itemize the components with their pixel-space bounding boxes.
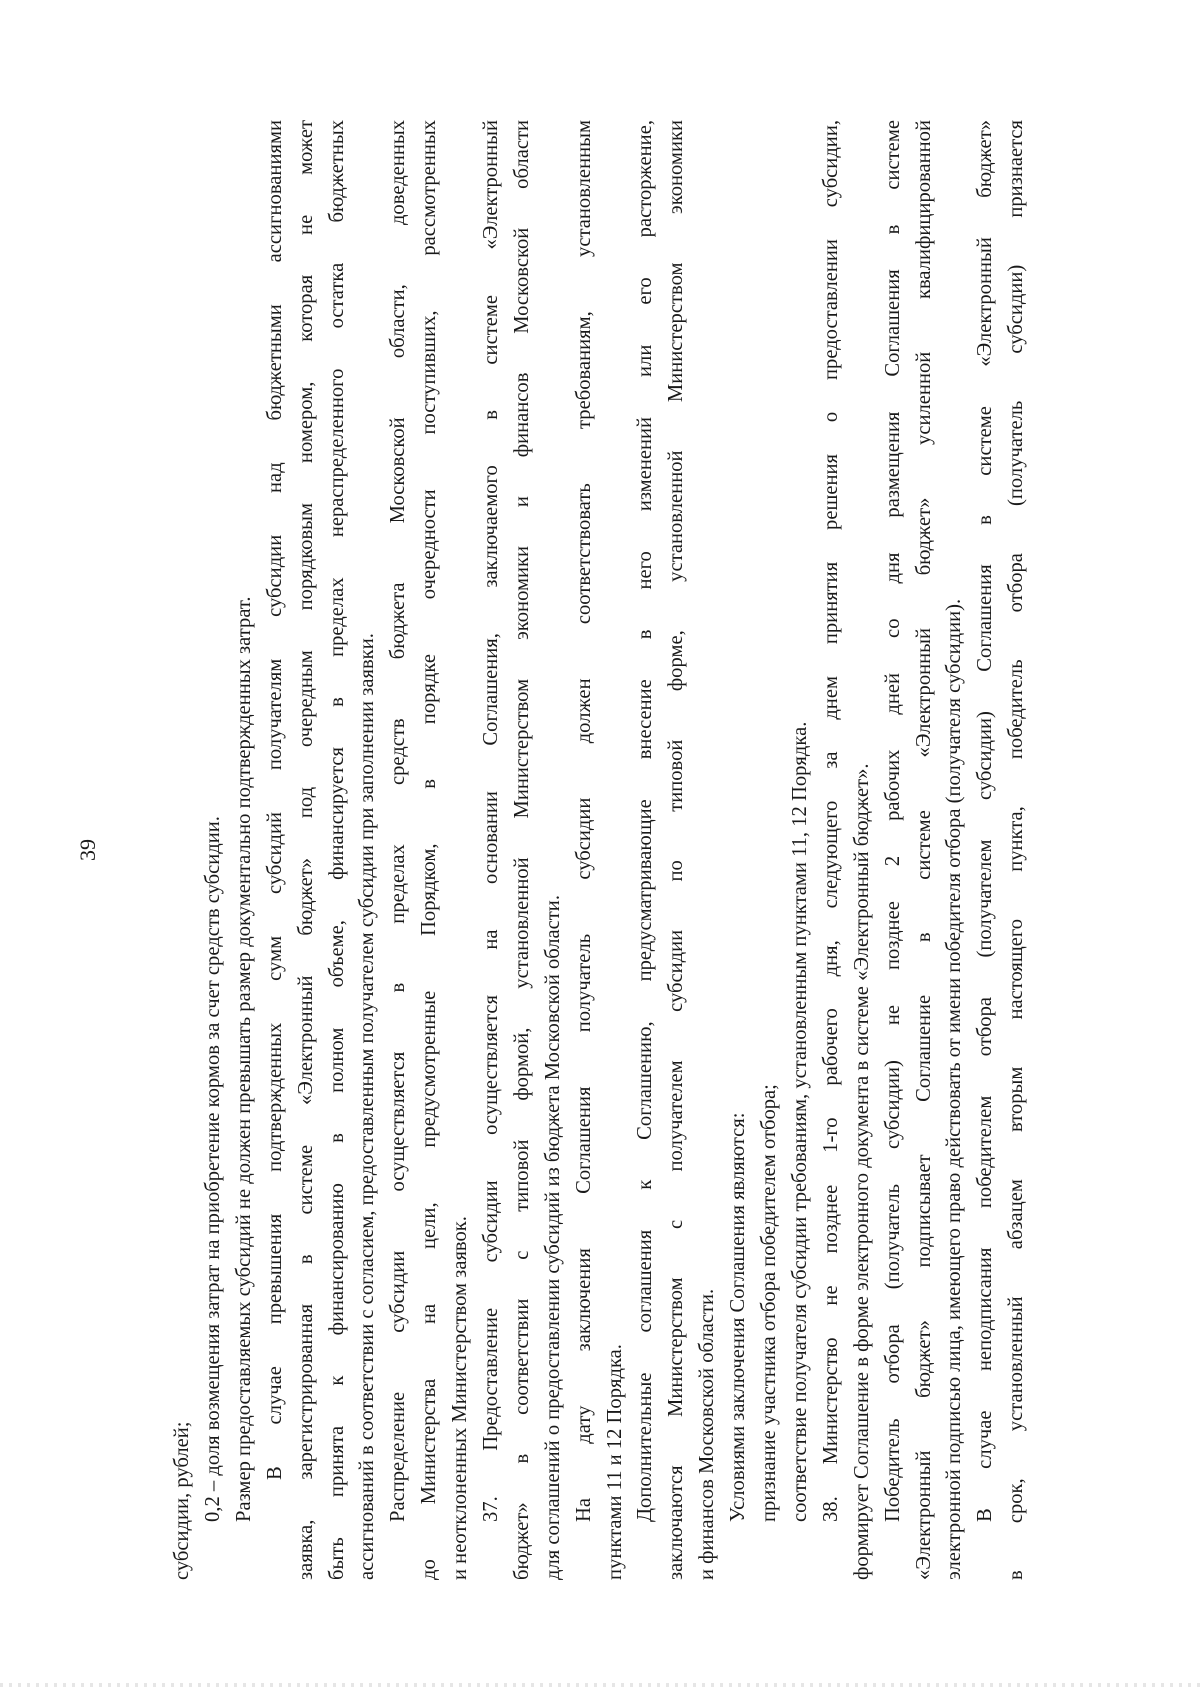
rotated-text-block [75, 120, 1125, 1580]
text-line: в срок, установленный абзацем вторым настоящего пункта, победитель отбора (получатель субсидии) признается [1005, 120, 1028, 1580]
scan-edge-noise [0, 1683, 1200, 1687]
text-line: бюджет» в соответствии с типовой формой, установленной Министерством экономики и финансов Московской области [510, 120, 533, 1580]
text-line: 38. Министерство не позднее 1-го рабочего дня, следующего за днем принятия решения о предоставлении субсидии, [819, 120, 842, 1522]
text-line: и неотклоненных Министерством заявок. [449, 1216, 472, 1580]
text-line: для соглашений о предоставлении субсидий из бюджета Московской области. [541, 895, 564, 1580]
text-line: быть принята к финансированию в полном объеме, финансируется в пределах нераспределенного остатка бюджетных [325, 120, 348, 1580]
page-number: 39 [75, 839, 100, 861]
text-line: заявка, зарегистрированная в системе «Электронный бюджет» под очередным порядковым номером, которая не может [294, 120, 317, 1580]
text-line: пунктами 11 и 12 Порядка. [603, 1344, 626, 1580]
text-line: и финансов Московской области. [696, 1288, 719, 1580]
text-line: 37. Предоставление субсидии осуществляется на основании Соглашения, заключаемого в системе «Электронный [479, 120, 502, 1522]
text-line: соответствие получателя субсидии требованиям, установленным пунктами 11, 12 Порядка. [788, 721, 811, 1522]
text-line: субсидии, рублей; [171, 1421, 193, 1580]
text-line: формирует Соглашение в форме электронного документа в системе «Электронный бюджет». [850, 763, 873, 1580]
text-line: до Министерства на цели, предусмотренные Порядком, в порядке очередности поступивших, рассмотренных [418, 120, 441, 1580]
text-line: Дополнительные соглашения к Соглашению, предусматривающие внесение в него изменений или его расторжение, [634, 120, 657, 1522]
text-line: На дату заключения Соглашения получатель субсидии должен соответствовать требованиям, установленным [572, 120, 595, 1522]
text-line: Победитель отбора (получатель субсидии) не позднее 2 рабочих дней со дня размещения Соглашения в системе [881, 120, 904, 1522]
text-line: заключаются Министерством с получателем субсидии по типовой форме, установленной Министерством экономики [665, 120, 688, 1580]
text-line: В случае превышения подтвержденных сумм субсидий получателям субсидии над бюджетными ассигнованиями [263, 120, 286, 1480]
text-line: электронной подписью лица, имеющего право действовать от имени победителя отбора (получателя субсидии). [943, 598, 966, 1580]
text-line: ассигнований в соответствии с согласием, предоставленным получателем субсидии при заполнении заявки. [356, 633, 379, 1580]
text-line: Распределение субсидии осуществляется в пределах средств бюджета Московской области, доведенных [387, 120, 410, 1522]
document-body [167, 120, 1032, 1580]
text-line: В случае неподписания победителем отбора (получателем субсидии) Соглашения в системе «Электронный бюджет» [974, 120, 997, 1522]
text-line: 0,2 – доля возмещения затрат на приобретение кормов за счет средств субсидии. [201, 816, 224, 1522]
text-line: признание участника отбора победителем отбора; [758, 1084, 781, 1522]
text-line: Размер предоставляемых субсидий не должен превышать размер документально подтвержденных затрат. [232, 596, 255, 1522]
text-line: «Электронный бюджет» подписывает Соглашение в системе «Электронный бюджет» усиленной квалифицированной [912, 120, 935, 1580]
text-line: Условиями заключения Соглашения являются: [727, 1112, 750, 1522]
